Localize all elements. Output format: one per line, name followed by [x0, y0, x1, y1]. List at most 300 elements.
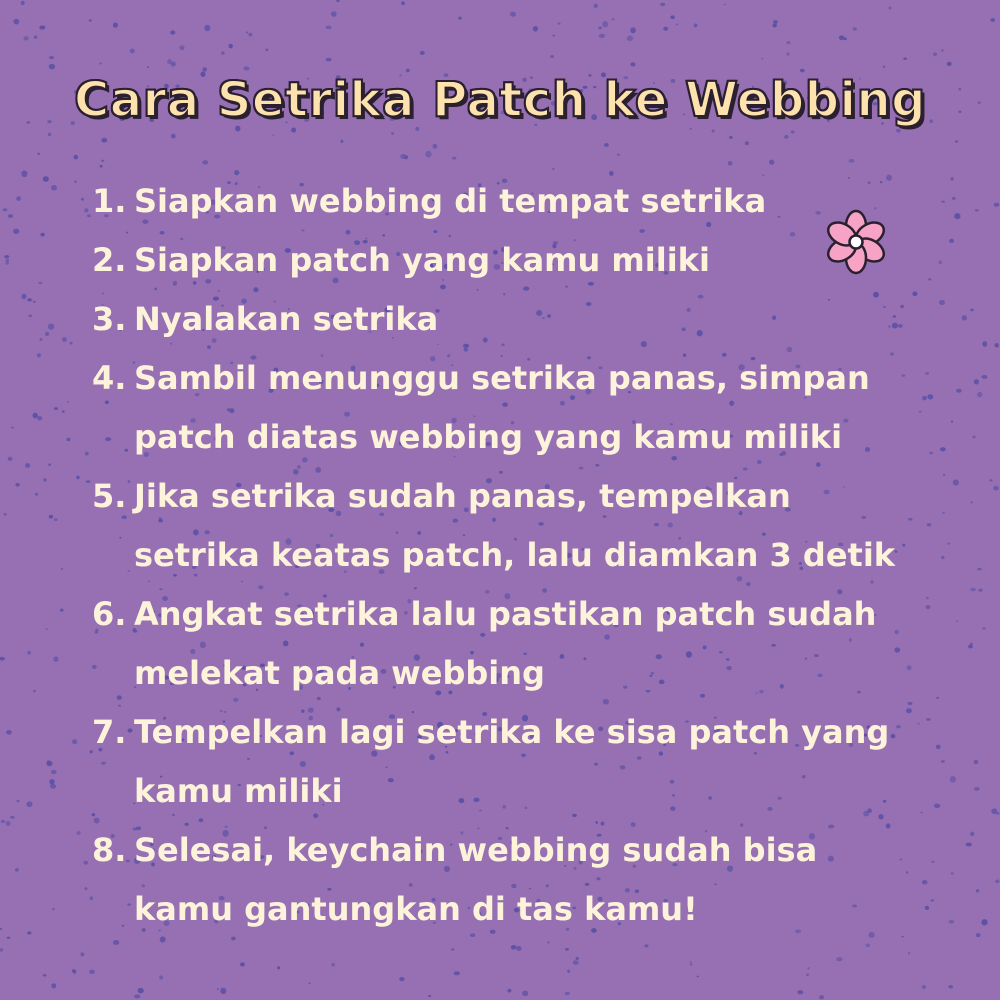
speckle-dot	[929, 452, 933, 454]
speckle-dot	[33, 301, 36, 303]
speckle-dot	[761, 58, 763, 59]
speckle-dot	[950, 177, 953, 181]
steps-list	[92, 172, 912, 939]
speckle-dot	[981, 919, 987, 925]
speckle-dot	[25, 463, 30, 468]
speckle-dot	[712, 129, 715, 132]
step-text: Tempelkan lagi setrika ke sisa patch yang kamu miliki	[134, 713, 890, 810]
speckle-dot	[27, 931, 31, 934]
speckle-dot	[23, 36, 28, 40]
speckle-dot	[976, 933, 981, 937]
speckle-dot	[52, 908, 55, 911]
speckle-dot	[26, 801, 32, 807]
speckle-dot	[66, 438, 70, 442]
speckle-dot	[13, 19, 19, 25]
speckle-dot	[336, 0, 339, 2]
speckle-dot	[978, 588, 982, 591]
speckle-dot	[939, 261, 942, 265]
speckle-dot	[308, 983, 310, 984]
speckle-dot	[952, 197, 956, 200]
speckle-dot	[85, 887, 88, 890]
speckle-dot	[925, 906, 929, 910]
speckle-dot	[931, 899, 934, 901]
speckle-dot	[39, 26, 45, 30]
speckle-dot	[510, 12, 516, 17]
speckle-dot	[922, 880, 928, 884]
speckle-dot	[202, 160, 208, 165]
speckle-dot	[772, 24, 776, 28]
step-text: Siapkan patch yang kamu miliki	[134, 241, 710, 279]
speckle-dot	[452, 157, 456, 160]
speckle-dot	[80, 952, 84, 956]
speckle-dot	[786, 52, 789, 55]
speckle-dot	[836, 957, 842, 961]
speckle-dot	[663, 27, 668, 31]
speckle-dot	[89, 19, 92, 21]
speckle-dot	[85, 452, 89, 456]
speckle-dot	[982, 341, 987, 347]
speckle-dot	[16, 196, 21, 201]
speckle-dot	[48, 323, 54, 330]
step-text: Sambil menunggu setrika panas, simpan patch diatas webbing yang kamu miliki	[134, 359, 870, 456]
speckle-dot	[60, 609, 64, 612]
speckle-dot	[13, 229, 19, 234]
speckle-dot	[458, 17, 462, 20]
step-text: Nyalakan setrika	[134, 300, 439, 338]
speckle-dot	[99, 62, 102, 64]
speckle-dot	[228, 44, 232, 49]
speckle-dot	[991, 808, 997, 814]
speckle-dot	[54, 407, 58, 410]
speckle-dot	[6, 261, 9, 265]
speckle-dot	[62, 337, 67, 342]
speckle-dot	[101, 138, 107, 143]
speckle-dot	[676, 24, 679, 26]
speckle-dot	[1, 820, 5, 823]
speckle-dot	[73, 970, 77, 973]
speckle-dot	[843, 37, 847, 40]
speckle-dot	[43, 974, 47, 977]
list-item	[92, 467, 912, 585]
speckle-dot	[265, 49, 268, 52]
speckle-dot	[3, 208, 8, 211]
speckle-dot	[724, 4, 726, 5]
speckle-dot	[690, 961, 692, 963]
speckle-dot	[51, 770, 57, 774]
speckle-dot	[147, 66, 149, 68]
speckle-dot	[981, 375, 987, 379]
speckle-dot	[50, 784, 56, 789]
speckle-dot	[61, 568, 63, 570]
speckle-dot	[917, 723, 919, 724]
page-title: Cara Setrika Patch ke Webbing	[73, 72, 927, 128]
speckle-dot	[516, 946, 521, 951]
speckle-dot	[598, 27, 602, 30]
speckle-dot	[113, 22, 118, 27]
speckle-dot	[953, 479, 959, 485]
speckle-dot	[511, 945, 517, 950]
speckle-dot	[994, 203, 1000, 207]
speckle-dot	[976, 889, 979, 893]
speckle-dot	[7, 937, 10, 939]
speckle-dot	[43, 176, 49, 182]
speckle-dot	[6, 821, 11, 826]
speckle-dot	[941, 760, 945, 763]
speckle-dot	[611, 18, 614, 20]
speckle-dot	[34, 36, 38, 39]
list-item	[92, 585, 912, 703]
speckle-dot	[8, 214, 13, 218]
speckle-dot	[49, 515, 53, 519]
speckle-dot	[48, 133, 51, 136]
speckle-dot	[630, 62, 635, 66]
speckle-dot	[866, 943, 870, 947]
speckle-dot	[970, 832, 974, 837]
speckle-dot	[425, 151, 431, 158]
speckle-dot	[604, 143, 609, 147]
speckle-dot	[21, 1, 25, 5]
speckle-dot	[951, 421, 953, 423]
speckle-dot	[565, 948, 569, 950]
speckle-dot	[970, 309, 974, 312]
speckle-dot	[246, 31, 248, 33]
speckle-dot	[248, 33, 252, 37]
step-number: 6.	[92, 595, 127, 633]
speckle-dot	[37, 153, 40, 155]
list-item	[92, 231, 912, 290]
speckle-dot	[936, 745, 941, 750]
speckle-dot	[47, 760, 51, 764]
speckle-dot	[49, 64, 55, 69]
speckle-dot	[977, 392, 982, 398]
speckle-dot	[947, 543, 950, 545]
speckle-dot	[993, 486, 999, 491]
speckle-dot	[956, 620, 958, 621]
speckle-dot	[786, 41, 790, 44]
step-text: Jika setrika sudah panas, tempelkan setrika keatas patch, lalu diamkan 3 detik	[134, 477, 896, 574]
speckle-dot	[74, 155, 79, 160]
speckle-dot	[420, 51, 425, 55]
speckle-dot	[927, 394, 933, 399]
flower-icon	[814, 204, 898, 280]
speckle-dot	[926, 605, 931, 609]
speckle-dot	[331, 963, 335, 967]
speckle-dot	[670, 15, 675, 19]
speckle-dot	[925, 372, 929, 375]
speckle-dot	[243, 66, 249, 70]
speckle-dot	[40, 338, 43, 341]
speckle-dot	[931, 861, 934, 863]
speckle-dot	[974, 787, 980, 791]
speckle-dot	[130, 49, 135, 54]
speckle-dot	[11, 427, 14, 429]
speckle-dot	[6, 730, 12, 735]
step-number: 1.	[92, 182, 127, 220]
speckle-dot	[939, 300, 945, 305]
speckle-dot	[53, 656, 58, 662]
speckle-dot	[797, 990, 803, 994]
speckle-dot	[240, 962, 245, 966]
speckle-dot	[934, 804, 940, 808]
speckle-dot	[974, 379, 979, 384]
speckle-dot	[399, 977, 404, 981]
speckle-dot	[27, 298, 31, 301]
speckle-dot	[33, 690, 36, 693]
speckle-dot	[941, 200, 945, 203]
speckle-dot	[955, 140, 958, 142]
speckle-dot	[76, 476, 79, 480]
speckle-dot	[553, 35, 555, 37]
speckle-dot	[920, 812, 923, 814]
step-number: 5.	[92, 477, 127, 515]
speckle-dot	[70, 342, 73, 345]
speckle-dot	[547, 941, 550, 943]
speckle-dot	[21, 170, 27, 177]
speckle-dot	[48, 463, 51, 466]
speckle-dot	[982, 627, 986, 629]
speckle-dot	[908, 952, 910, 954]
speckle-dot	[10, 816, 15, 819]
speckle-dot	[134, 994, 140, 998]
speckle-dot	[968, 645, 973, 649]
speckle-dot	[784, 135, 788, 139]
step-text: Siapkan webbing di tempat setrika	[134, 182, 767, 220]
speckle-dot	[594, 4, 598, 8]
flower-center	[850, 236, 863, 249]
speckle-dot	[84, 208, 88, 212]
speckle-dot	[81, 198, 84, 201]
speckle-dot	[217, 988, 219, 989]
speckle-dot	[4, 513, 7, 515]
speckle-dot	[853, 27, 857, 30]
speckle-dot	[62, 410, 65, 412]
speckle-dot	[995, 879, 999, 883]
speckle-dot	[941, 556, 944, 559]
speckle-dot	[948, 985, 953, 988]
step-number: 2.	[92, 241, 127, 279]
speckle-dot	[729, 136, 732, 139]
speckle-dot	[922, 985, 926, 989]
speckle-dot	[220, 988, 226, 994]
speckle-dot	[807, 967, 809, 969]
speckle-dot	[202, 67, 207, 71]
speckle-dot	[522, 990, 528, 996]
speckle-dot	[954, 213, 960, 219]
speckle-dot	[204, 25, 210, 31]
speckle-dot	[819, 995, 824, 999]
speckle-dot	[171, 134, 176, 139]
speckle-dot	[113, 940, 119, 945]
list-item	[92, 703, 912, 821]
speckle-dot	[507, 989, 511, 993]
speckle-dot	[966, 843, 972, 847]
speckle-dot	[951, 872, 954, 874]
speckle-dot	[27, 651, 31, 655]
speckle-dot	[35, 493, 38, 496]
speckle-dot	[74, 181, 77, 184]
speckle-dot	[72, 739, 77, 744]
speckle-dot	[889, 7, 892, 10]
speckle-dot	[331, 11, 337, 17]
speckle-dot	[43, 478, 46, 481]
step-number: 8.	[92, 831, 127, 869]
speckle-dot	[962, 315, 967, 320]
step-text: Selesai, keychain webbing sudah bisa kamu gantungkan di tas kamu!	[134, 831, 818, 928]
step-number: 4.	[92, 359, 127, 397]
list-item	[92, 821, 912, 939]
speckle-dot	[928, 278, 931, 281]
speckle-dot	[970, 643, 973, 645]
speckle-dot	[340, 140, 343, 143]
speckle-dot	[773, 20, 778, 24]
speckle-dot	[970, 588, 975, 592]
speckle-dot	[567, 970, 570, 973]
speckle-dot	[291, 128, 296, 133]
speckle-dot	[100, 165, 103, 168]
speckle-dot	[949, 920, 955, 924]
speckle-dot	[16, 800, 19, 802]
step-text: Angkat setrika lalu pastikan patch sudah melekat pada webbing	[134, 595, 877, 692]
speckle-dot	[972, 436, 975, 439]
speckle-dot	[644, 944, 648, 947]
speckle-dot	[806, 973, 809, 976]
speckle-dot	[400, 154, 406, 159]
speckle-dot	[15, 868, 19, 872]
speckle-dot	[940, 447, 946, 451]
speckle-dot	[697, 976, 699, 978]
speckle-dot	[690, 963, 693, 965]
speckle-dot	[45, 332, 49, 336]
speckle-dot	[0, 657, 5, 661]
speckle-dot	[927, 523, 932, 527]
speckle-dot	[943, 474, 946, 476]
speckle-dot	[159, 975, 163, 979]
speckle-dot	[550, 55, 554, 58]
speckle-dot	[922, 396, 927, 400]
speckle-dot	[975, 209, 979, 212]
speckle-dot	[4, 255, 9, 258]
speckle-dot	[926, 718, 930, 721]
speckle-dot	[728, 161, 733, 165]
speckle-dot	[40, 233, 44, 237]
speckle-dot	[573, 960, 579, 965]
speckle-dot	[451, 949, 454, 951]
speckle-dot	[37, 353, 41, 357]
speckle-dot	[15, 483, 19, 487]
speckle-dot	[971, 501, 973, 503]
speckle-dot	[690, 128, 692, 130]
speckle-dot	[51, 185, 57, 190]
speckle-dot	[170, 30, 175, 34]
speckle-dot	[33, 413, 38, 419]
speckle-dot	[912, 292, 917, 297]
speckle-dot	[138, 988, 144, 993]
speckle-dot	[433, 144, 438, 149]
speckle-dot	[179, 45, 184, 50]
speckle-dot	[933, 53, 937, 56]
speckle-dot	[977, 568, 981, 571]
speckle-dot	[949, 239, 954, 243]
speckle-dot	[51, 983, 56, 988]
speckle-dot	[926, 597, 929, 600]
speckle-dot	[0, 928, 2, 930]
speckle-dot	[941, 49, 943, 51]
speckle-dot	[660, 3, 665, 7]
speckle-dot	[428, 995, 431, 997]
list-item	[92, 172, 912, 231]
list-item	[92, 290, 912, 349]
speckle-dot	[791, 130, 795, 133]
speckle-dot	[617, 154, 620, 156]
speckle-dot	[272, 134, 274, 135]
speckle-dot	[769, 160, 774, 165]
speckle-dot	[849, 159, 855, 163]
speckle-dot	[552, 168, 554, 170]
speckle-dot	[956, 389, 962, 393]
step-number: 7.	[92, 713, 127, 751]
speckle-dot	[221, 51, 225, 54]
speckle-dot	[277, 966, 280, 969]
list-item	[92, 349, 912, 467]
speckle-dot	[694, 23, 698, 27]
speckle-dot	[37, 416, 42, 420]
speckle-dot	[83, 861, 88, 865]
speckle-dot	[49, 56, 54, 59]
speckle-dot	[602, 21, 608, 27]
speckle-dot	[21, 294, 26, 299]
speckle-dot	[49, 779, 54, 785]
speckle-dot	[903, 58, 907, 60]
speckle-dot	[883, 65, 886, 68]
speckle-dot	[101, 160, 104, 162]
speckle-dot	[919, 411, 922, 413]
speckle-dot	[950, 776, 956, 783]
speckle-dot	[576, 957, 579, 960]
speckle-dot	[171, 61, 176, 66]
speckle-dot	[599, 34, 605, 38]
speckle-dot	[326, 26, 332, 30]
step-number: 3.	[92, 300, 127, 338]
speckle-dot	[557, 22, 560, 24]
speckle-dot	[936, 697, 939, 699]
speckle-dot	[995, 343, 999, 348]
speckle-dot	[87, 214, 91, 217]
speckle-dot	[627, 36, 633, 42]
speckle-dot	[28, 315, 32, 318]
speckle-dot	[76, 831, 80, 835]
speckle-dot	[630, 27, 636, 33]
speckle-dot	[67, 401, 69, 403]
speckle-dot	[38, 282, 42, 284]
speckle-dot	[990, 18, 995, 22]
speckle-dot	[86, 480, 90, 483]
speckle-dot	[942, 512, 945, 514]
speckle-dot	[8, 457, 13, 461]
speckle-dot	[0, 948, 3, 952]
speckle-dot	[401, 1, 404, 5]
speckle-dot	[989, 479, 992, 481]
speckle-dot	[533, 26, 538, 32]
speckle-dot	[896, 129, 901, 133]
speckle-dot	[54, 518, 58, 521]
speckle-dot	[326, 58, 332, 62]
speckle-dot	[974, 760, 978, 765]
speckle-dot	[89, 970, 95, 974]
speckle-dot	[565, 992, 570, 995]
speckle-dot	[745, 141, 749, 145]
speckle-dot	[947, 62, 952, 66]
speckle-dot	[391, 132, 394, 135]
